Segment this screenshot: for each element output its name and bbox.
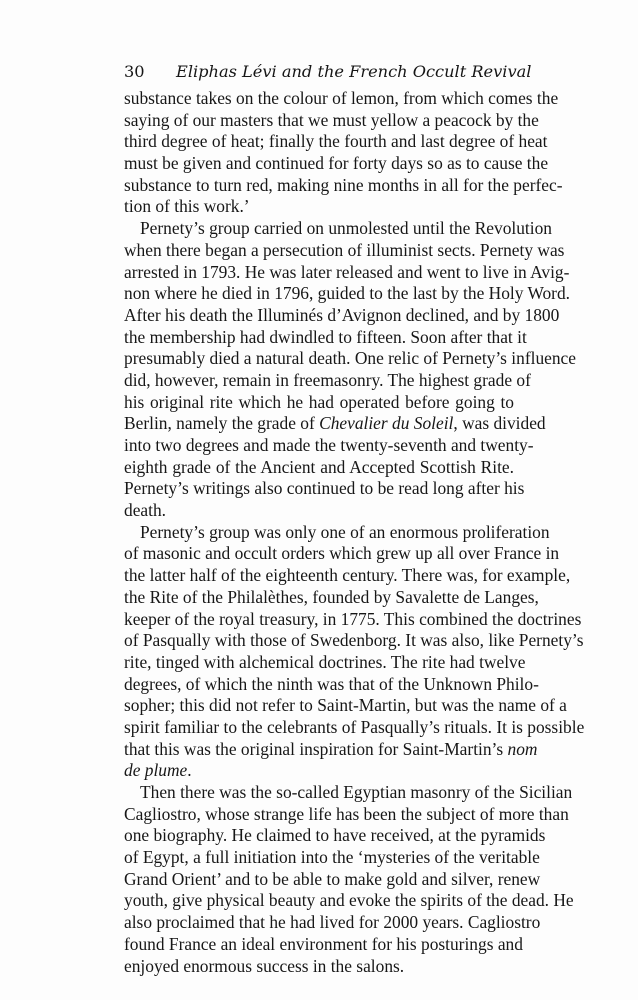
page-header <box>124 62 532 86</box>
text-line: must be given and continued for forty days so as to cause the <box>124 153 549 174</box>
text-line: found France an ideal environment for his posturings and <box>124 933 523 954</box>
text-line: Pernety’s writings also continued to be read long after his <box>124 478 525 499</box>
text-line: Grand Orient’ and to be able to make gold and silver, renew <box>124 868 541 889</box>
text-line: tion of this work.’ <box>124 196 250 217</box>
text-line: saying of our masters that we must yellow a peacock by the <box>124 109 539 130</box>
body-text <box>124 88 585 977</box>
text-run: Berlin, namely the grade of <box>124 413 320 434</box>
text-line: into two degrees and made the twenty-seventh and twenty- <box>124 435 534 455</box>
text-line: enjoyed enormous success in the salons. <box>124 955 405 976</box>
text-line: arrested in 1793. He was later released and went to live in Avig- <box>124 261 570 282</box>
text-line: After his death the Illuminés d’Avignon declined, and by 1800 <box>124 304 560 325</box>
text-line: sopher; this did not refer to Saint-Martin, but was the name of a <box>124 695 567 716</box>
text-run: that this was the original inspiration for Saint-Martin’s <box>124 738 508 759</box>
italic-term: de plume <box>124 760 188 781</box>
text-line: substance takes on the colour of lemon, from which comes the <box>124 88 559 108</box>
text-line: death. <box>124 500 167 521</box>
text-line: keeper of the royal treasury, in 1775. This combined the doctrines <box>124 608 582 629</box>
text-line: substance to turn red, making nine months in all for the perfec- <box>124 174 563 195</box>
text-line: rite, tinged with alchemical doctrines. The rite had twelve <box>124 651 526 672</box>
text-line: did, however, remain in freemasonry. The highest grade of <box>124 369 531 390</box>
italic-term: nom <box>507 738 538 759</box>
text-line: one biography. He claimed to have received, at the pyramids <box>124 825 546 846</box>
text-line: of Pasqually with those of Swedenborg. It was also, like Pernety’s <box>124 630 584 651</box>
text-line: third degree of heat; finally the fourth and last degree of heat <box>124 131 548 152</box>
page-number: 30 <box>124 62 145 81</box>
text-line: when there began a persecution of illuminist sects. Pernety was <box>124 239 565 260</box>
text-line: youth, give physical beauty and evoke the spirits of the dead. He <box>124 890 574 911</box>
text-line: non where he died in 1796, guided to the last by the Holy Word. <box>124 283 571 304</box>
text-line: the Rite of the Philalèthes, founded by Savalette de Langes, <box>124 586 539 607</box>
paragraph-first-line: Pernety’s group was only one of an enormous proliferation <box>140 521 550 542</box>
text-run: . <box>187 760 192 781</box>
text-line: of masonic and occult orders which grew up all over France in <box>124 543 560 564</box>
text-line: also proclaimed that he had lived for 2000 years. Cagliostro <box>124 912 541 933</box>
text-line-mixed <box>124 738 538 761</box>
text-line: presumably died a natural death. One relic of Pernety’s influence <box>124 348 576 369</box>
italic-term: Chevalier du Soleil <box>319 413 454 434</box>
text-line: spirit familiar to the celebrants of Pasqually’s rituals. It is possible <box>124 716 585 737</box>
text-line: Cagliostro, whose strange life has been the subject of more than <box>124 803 569 824</box>
text-line: eighth grade of the Ancient and Accepted Scottish Rite. <box>124 456 514 477</box>
text-line: degrees, of which the ninth was that of the Unknown Philo- <box>124 673 539 694</box>
paragraph-first-line: Then there was the so-called Egyptian masonry of the Sicilian <box>140 782 573 802</box>
text-line: of Egypt, a full initiation into the ‘mysteries of the veritable <box>124 847 540 868</box>
text-line: his original rite which he had operated before going to <box>124 391 514 412</box>
paragraph-first-line: Pernety’s group carried on unmolested until the Revolution <box>140 218 552 239</box>
text-line-mixed <box>124 413 546 435</box>
running-title: Eliphas Lévi and the French Occult Revival <box>176 62 532 81</box>
text-line-mixed <box>124 760 514 782</box>
text-run: , was divided <box>453 413 546 434</box>
text-line: the latter half of the eighteenth century. There was, for example, <box>124 565 571 586</box>
text-line: the membership had dwindled to fifteen. Soon after that it <box>124 326 527 347</box>
